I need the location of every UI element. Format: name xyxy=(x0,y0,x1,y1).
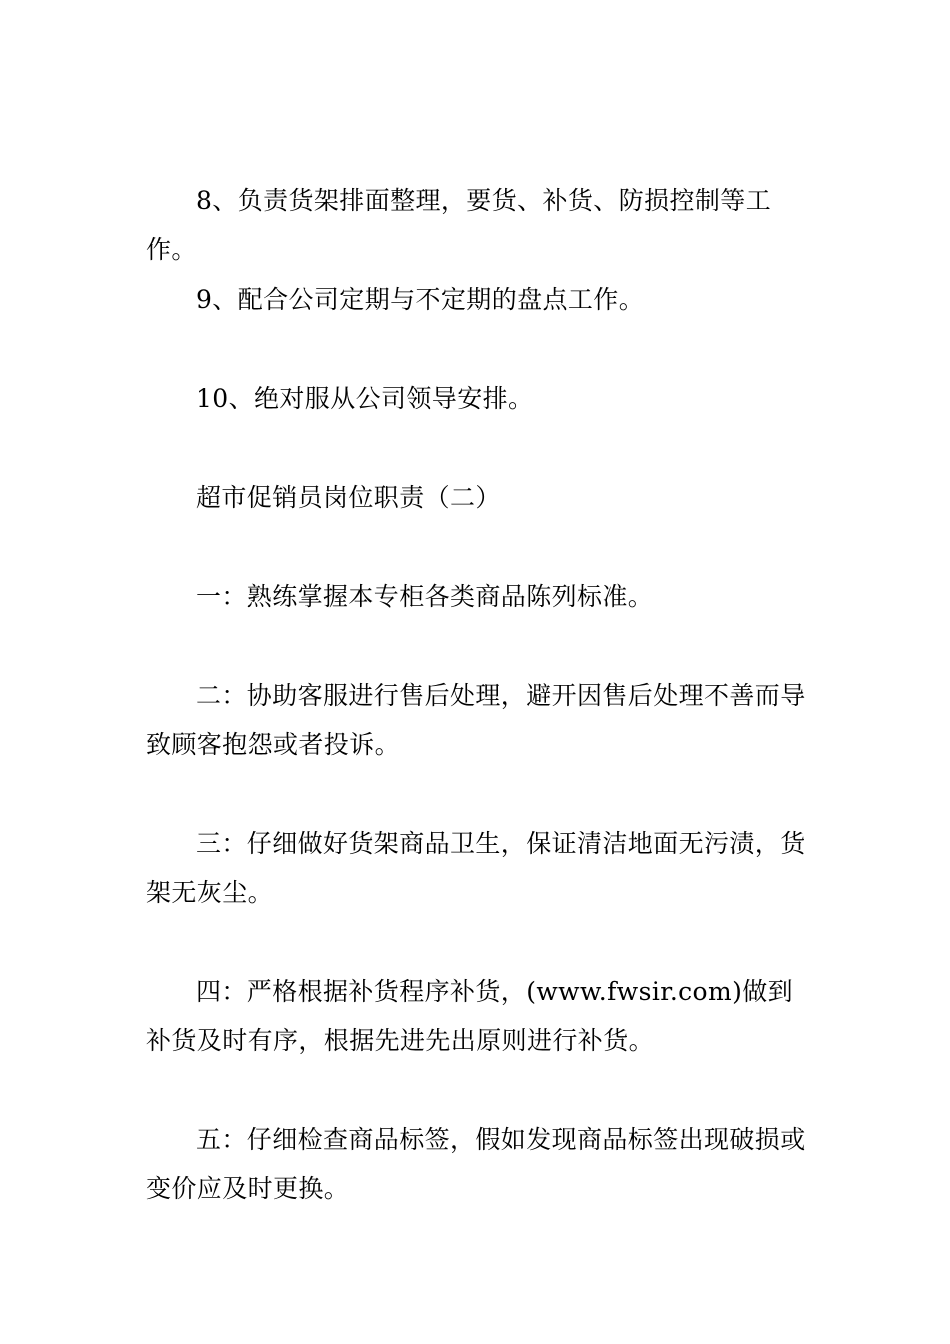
section-heading: 超市促销员岗位职责（二） xyxy=(196,483,501,512)
paragraph-duty-5: 五：仔细检查商品标签，假如发现商品标签出现破损或变价应及时更换。 xyxy=(146,1125,806,1203)
paragraph-item-10: 10、绝对服从公司领导安排。 xyxy=(196,384,534,413)
paragraph-duty-3: 三：仔细做好货架商品卫生，保证清洁地面无污渍，货架无灰尘。 xyxy=(146,829,806,907)
paragraph-item-8: 8、负责货架排面整理，要货、补货、防损控制等工作。 xyxy=(146,186,772,264)
paragraph-duty-1: 一：熟练掌握本专柜各类商品陈列标准。 xyxy=(196,582,654,611)
paragraph-duty-2: 二：协助客服进行售后处理，避开因售后处理不善而导致顾客抱怨或者投诉。 xyxy=(146,681,806,759)
paragraph-item-9: 9、配合公司定期与不定期的盘点工作。 xyxy=(196,285,645,314)
paragraph-duty-4: 四：严格根据补货程序补货，(www.fwsir.com)做到补货及时有序，根据先进先出原则进行补货。 xyxy=(146,977,794,1055)
